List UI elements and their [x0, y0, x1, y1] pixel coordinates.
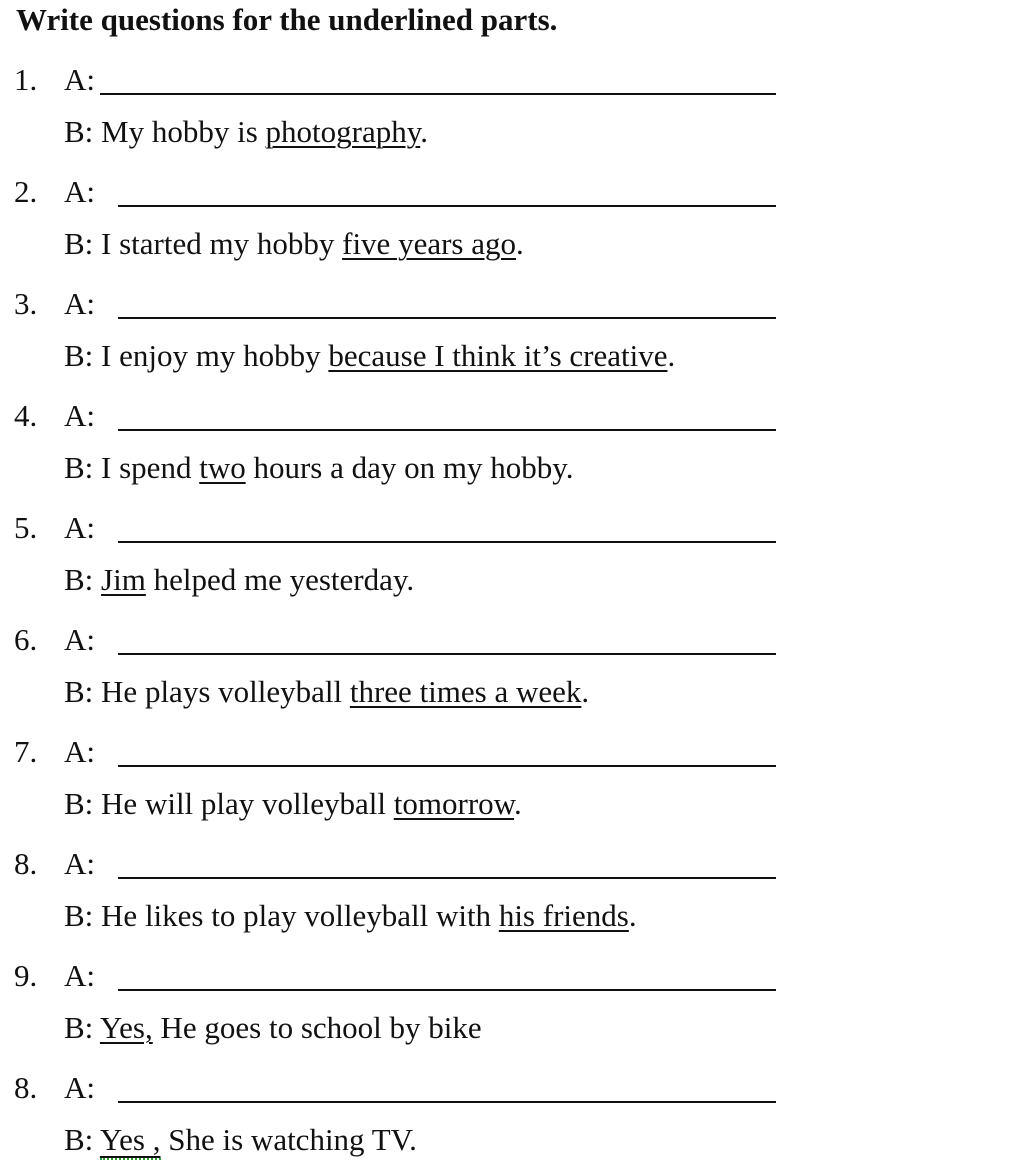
speaker-b-label: B:: [64, 226, 102, 261]
question-row-a: [0, 172, 1024, 212]
sentence-text-before: He likes to play volleyball with: [101, 898, 499, 933]
speaker-b-label: B:: [64, 898, 102, 933]
answer-sentence: [64, 896, 637, 936]
question-row-a: [0, 1068, 1024, 1108]
speaker-b-label: B:: [64, 674, 102, 709]
question-row-a: [0, 508, 1024, 548]
speaker-a-label: A:: [64, 62, 95, 97]
answer-row-b: [0, 448, 1024, 488]
underlined-part: photography: [265, 114, 421, 149]
answer-blank[interactable]: [118, 877, 776, 879]
answer-row-b: [0, 336, 1024, 376]
question-row-a: [0, 396, 1024, 436]
answer-blank[interactable]: [118, 1101, 776, 1103]
item-number: 6.: [14, 622, 38, 657]
sentence-text-after: .: [628, 898, 637, 933]
speaker-a-label: A:: [64, 286, 95, 321]
speaker-b-label: B:: [64, 1010, 100, 1045]
speaker-b-label: B:: [64, 562, 102, 597]
speaker-a-label: A:: [64, 1070, 95, 1105]
speaker-a-label: A:: [64, 510, 95, 545]
answer-row-b: [0, 784, 1024, 824]
answer-row-b: [0, 1008, 1024, 1048]
sentence-text-before: He will play volleyball: [101, 786, 394, 821]
sentence-text-after: .: [581, 674, 590, 709]
item-number: 5.: [14, 510, 38, 545]
question-row-a: [0, 60, 1024, 100]
underlined-part: because I think it’s creative: [328, 338, 668, 373]
answer-row-b: [0, 1120, 1024, 1160]
speaker-b-label: B:: [64, 338, 102, 373]
sentence-text-before: I spend: [101, 450, 200, 485]
underlined-part: Yes,: [99, 1010, 153, 1045]
speaker-b-label: B:: [64, 450, 102, 485]
answer-sentence: [64, 336, 675, 376]
sentence-text-after: .: [420, 114, 428, 149]
answer-sentence: [64, 448, 573, 488]
sentence-text-after: .: [667, 338, 676, 373]
answer-row-b: [0, 896, 1024, 936]
answer-blank[interactable]: [118, 317, 776, 319]
answer-row-b: [0, 560, 1024, 600]
sentence-text-after: .: [514, 786, 522, 821]
item-number: 4.: [14, 398, 38, 433]
sentence-text-before: I enjoy my hobby: [101, 338, 329, 373]
question-row-a: [0, 844, 1024, 884]
answer-sentence: [64, 224, 524, 264]
underlined-part: Jim: [101, 562, 146, 597]
speaker-a-label: A:: [64, 398, 95, 433]
worksheet-title: Write questions for the underlined parts.: [16, 2, 558, 37]
question-row-a: [0, 284, 1024, 324]
speaker-a-label: A:: [64, 846, 95, 881]
answer-row-b: [0, 672, 1024, 712]
answer-blank[interactable]: [118, 653, 776, 655]
answer-sentence: [64, 672, 589, 712]
item-number: 2.: [14, 174, 38, 209]
question-row-a: [0, 732, 1024, 772]
speaker-a-label: A:: [64, 958, 95, 993]
speaker-a-label: A:: [64, 174, 95, 209]
sentence-text-before: I started my hobby: [101, 226, 343, 261]
item-number: 8.: [14, 1070, 38, 1105]
answer-row-b: [0, 224, 1024, 264]
answer-blank[interactable]: [118, 205, 776, 207]
underlined-part: his friends: [498, 898, 629, 933]
underlined-part: three times a week: [349, 674, 582, 709]
answer-sentence: [64, 1008, 482, 1048]
answer-blank[interactable]: [100, 93, 776, 95]
sentence-text-after: helped me yesterday.: [145, 562, 415, 597]
sentence-text-after: He goes to school by bike: [152, 1010, 482, 1045]
sentence-text-before: My hobby is: [101, 114, 266, 149]
item-number: 3.: [14, 286, 38, 321]
answer-blank[interactable]: [118, 989, 776, 991]
item-number: 1.: [14, 62, 38, 97]
answer-blank[interactable]: [118, 541, 776, 543]
sentence-text-after: hours a day on my hobby.: [245, 450, 574, 485]
underlined-part: tomorrow: [393, 786, 515, 821]
answer-row-b: [0, 112, 1024, 152]
answer-sentence: [64, 784, 522, 824]
item-number: 8.: [14, 846, 38, 881]
answer-sentence: [64, 112, 428, 152]
question-row-a: [0, 620, 1024, 660]
speaker-a-label: A:: [64, 622, 95, 657]
question-row-a: [0, 956, 1024, 996]
speaker-a-label: A:: [64, 734, 95, 769]
speaker-b-label: B:: [64, 786, 102, 821]
sentence-text-after: She is watching TV.: [160, 1122, 417, 1157]
speaker-b-label: B:: [64, 114, 102, 149]
underlined-part: five years ago: [342, 226, 516, 261]
underlined-part: two: [199, 450, 246, 485]
sentence-text-after: .: [516, 226, 524, 261]
item-number: 9.: [14, 958, 38, 993]
underlined-part: Yes ,: [100, 1122, 161, 1160]
answer-sentence: [64, 1120, 417, 1160]
answer-blank[interactable]: [118, 429, 776, 431]
speaker-b-label: B:: [64, 1122, 100, 1157]
answer-sentence: [64, 560, 414, 600]
sentence-text-before: He plays volleyball: [101, 674, 350, 709]
answer-blank[interactable]: [118, 765, 776, 767]
item-number: 7.: [14, 734, 38, 769]
